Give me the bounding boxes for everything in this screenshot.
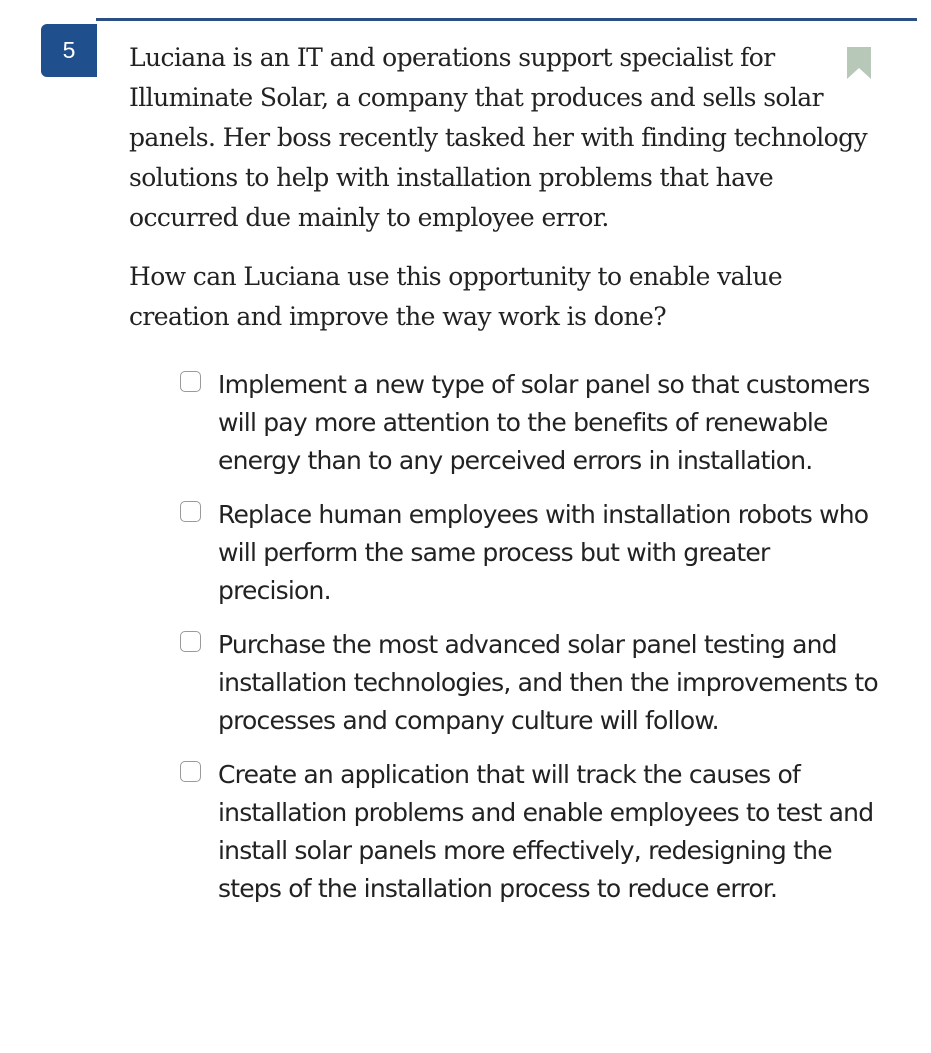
question-top-rule	[96, 18, 917, 21]
checkbox-icon[interactable]	[180, 631, 201, 652]
answer-options	[180, 366, 880, 924]
answer-option-1[interactable]	[180, 366, 880, 480]
question-number-badge: 5	[41, 24, 97, 77]
answer-option-3[interactable]	[180, 626, 880, 740]
checkbox-icon[interactable]	[180, 761, 201, 782]
answer-option-label[interactable]: Implement a new type of solar panel so that customers will pay more attention to the benefits of renewable energy than to any perceived errors in installation.	[218, 370, 870, 475]
question-prompt: How can Luciana use this opportunity to enable value creation and improve the way work is done?	[129, 262, 783, 331]
checkbox-icon[interactable]	[180, 371, 201, 392]
answer-option-label[interactable]: Create an application that will track the causes of installation problems and enable employees to test and install solar panels more effectively, redesigning the steps of the installation process to reduce error.	[218, 760, 874, 903]
question-stem	[129, 38, 889, 337]
answer-option-4[interactable]	[180, 756, 880, 908]
answer-option-label[interactable]: Replace human employees with installation robots who will perform the same process but with greater precision.	[218, 500, 869, 605]
answer-option-2[interactable]	[180, 496, 880, 610]
answer-option-label[interactable]: Purchase the most advanced solar panel testing and installation technologies, and then the improvements to processes and company culture will follow.	[218, 630, 878, 735]
checkbox-icon[interactable]	[180, 501, 201, 522]
question-scenario: Luciana is an IT and operations support specialist for Illuminate Solar, a company that produces and sells solar panels. Her boss recently tasked her with finding technology solutions to help with installation problems that have occurred due mainly to employee error.	[129, 43, 868, 232]
